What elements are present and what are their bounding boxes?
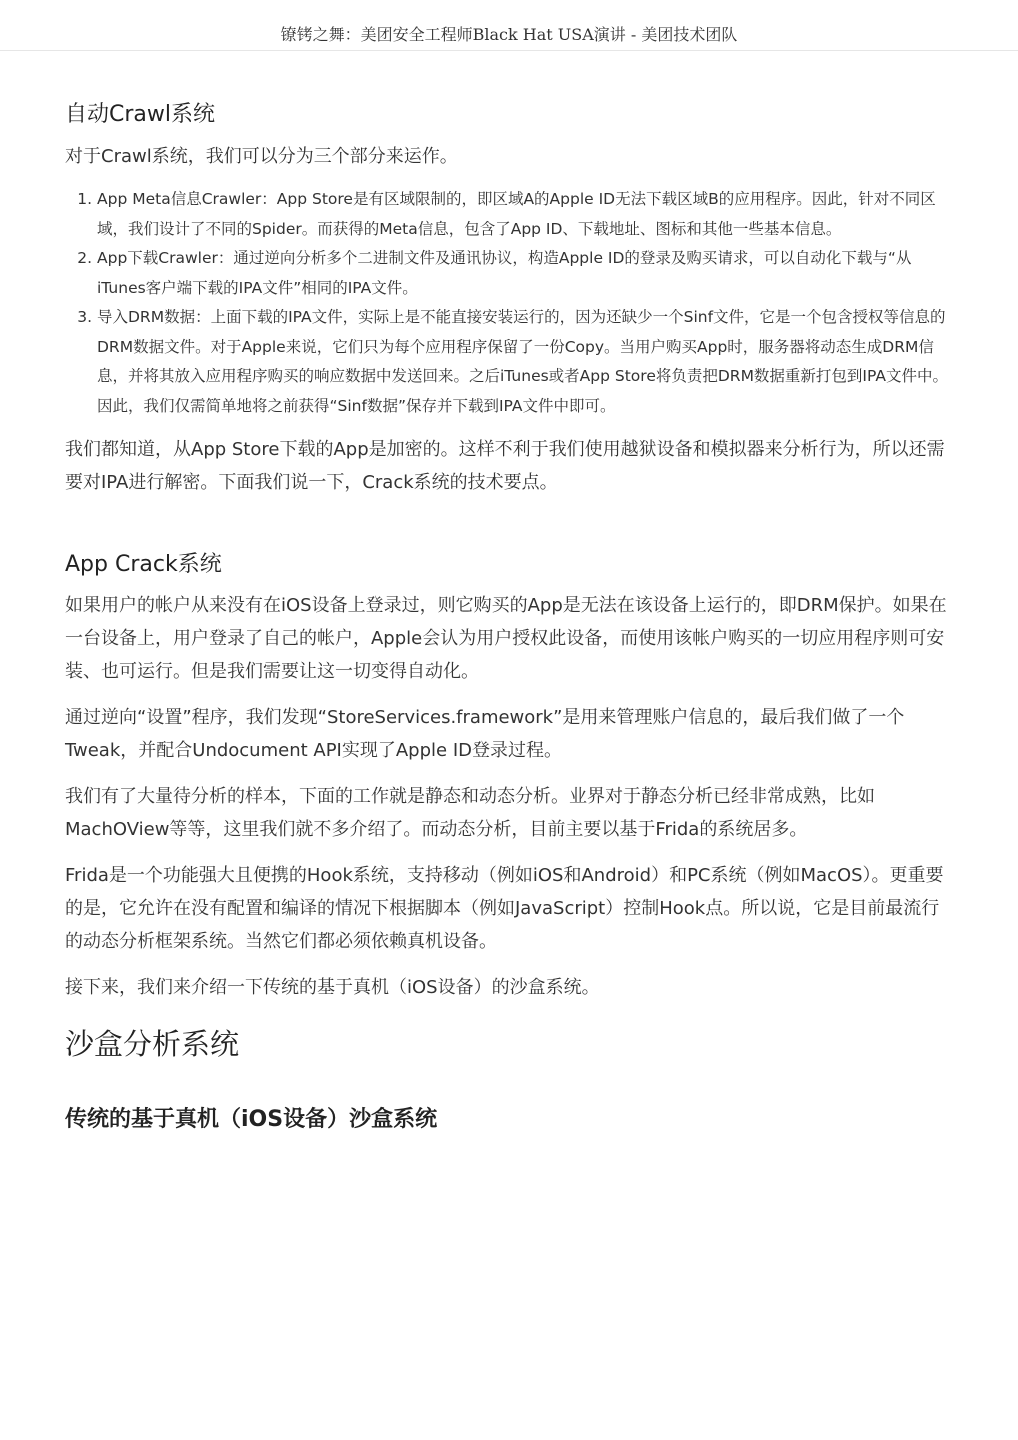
list-item: 2. App下载Crawler：通过逆向分析多个二进制文件及通讯协议，构造Apple ID的登录及购买请求，可以自动化下载与“从iTunes客户端下载的IPA文件”相同的IPA文件。 <box>97 244 953 303</box>
list-item: 3. 导入DRM数据：上面下载的IPA文件，实际上是不能直接安装运行的，因为还缺少一个Sinf文件，它是一个包含授权等信息的DRM数据文件。对于Apple来说，它们只为每个应用程序保留了一份Copy。当用户购买App时，服务器将动态生成DRM信息，并将其放入应用程序购买的响应数据中发送回来。之后iTunes或者App Store将负责把DRM数据重新打包到IPA文件中。因此，我们仅需简单地将之前获得“Sinf数据”保存并下载到IPA文件中即可。 <box>97 303 953 421</box>
crawl-outro: 我们都知道，从App Store下载的App是加密的。这样不利于我们使用越狱设备和模拟器来分析行为，所以还需要对IPA进行解密。下面我们说一下，Crack系统的技术要点。 <box>65 439 945 493</box>
crack-paragraph: 通过逆向“设置”程序，我们发现“StoreServices.framework”是用来管理账户信息的，最后我们做了一个Tweak，并配合Undocument API实现了Apple ID登录过程。 <box>65 707 905 761</box>
section-heading-crawl: 自动Crawl系统 <box>65 102 215 127</box>
crawl-intro: 对于Crawl系统，我们可以分为三个部分来运作。 <box>65 146 458 167</box>
crack-paragraph: Frida是一个功能强大且便携的Hook系统，支持移动（例如iOS和Android）和PC系统（例如MacOS）。更重要的是，它允许在没有配置和编译的情况下根据脚本（例如JavaScript）控制Hook点。所以说，它是目前最流行的动态分析框架系统。当然它们都必须依赖真机设备。 <box>65 865 944 952</box>
section-heading-sandbox: 沙盒分析系统 <box>65 1027 240 1061</box>
article-content <box>65 98 953 1137</box>
crack-paragraph: 如果用户的帐户从来没有在iOS设备上登录过，则它购买的App是无法在该设备上运行的，即DRM保护。如果在一台设备上，用户登录了自己的帐户，Apple会认为用户授权此设备，而使用该帐户购买的一切应用程序则可安装、也可运行。但是我们需要让这一切变得自动化。 <box>65 595 947 682</box>
page-header <box>0 0 1018 51</box>
crawl-steps-list <box>65 185 953 421</box>
crack-paragraph: 接下来，我们来介绍一下传统的基于真机（iOS设备）的沙盒系统。 <box>65 977 600 998</box>
page-header-title: 镣铐之舞：美团安全工程师Black Hat USA演讲 - 美团技术团队 <box>280 25 738 44</box>
section-subheading-sandbox: 传统的基于真机（iOS设备）沙盒系统 <box>65 1107 438 1132</box>
list-item: 1. App Meta信息Crawler：App Store是有区域限制的，即区域A的Apple ID无法下载区域B的应用程序。因此，针对不同区域，我们设计了不同的Spider。而获得的Meta信息，包含了App ID、下载地址、图标和其他一些基本信息。 <box>97 185 953 244</box>
section-heading-crack: App Crack系统 <box>65 552 222 577</box>
crack-paragraph: 我们有了大量待分析的样本，下面的工作就是静态和动态分析。业界对于静态分析已经非常成熟，比如MachOView等等，这里我们就不多介绍了。而动态分析，目前主要以基于Frida的系统居多。 <box>65 786 875 840</box>
